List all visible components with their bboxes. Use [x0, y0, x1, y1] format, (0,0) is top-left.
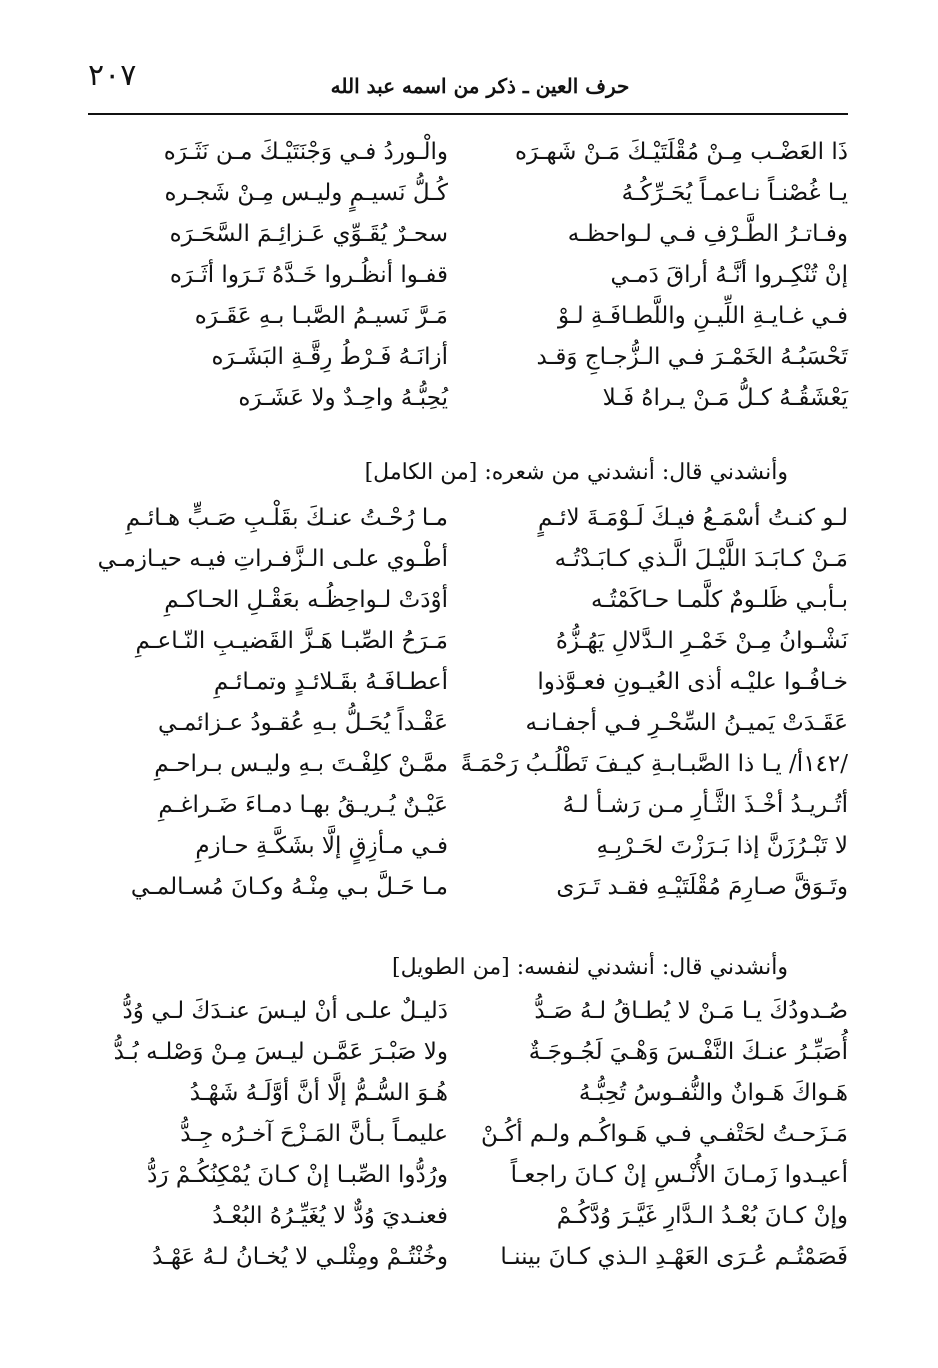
- verse: [88, 132, 848, 173]
- poem-3: [88, 991, 848, 1278]
- verse-first-hemistich: صُـدودُكَ يـا مَـنْ لا يُطـاقُ لـهُ صَـدُّ: [534, 998, 848, 1024]
- verse-second-hemistich: كُـلُّ نَسيـمٍ وليـس مِـنْ شَجـره: [164, 180, 448, 206]
- verse-second-hemistich: عَقْـداً يُحَـلُّ بـهِ عُقـودُ عـزائمـي: [157, 710, 448, 736]
- verse-second-hemistich: عَيْـنٌ يُـريـقُ بهـا دمـاءَ ضَـراغـمِ: [158, 792, 448, 818]
- verse: [88, 1196, 848, 1237]
- verse: [88, 498, 848, 539]
- verse-first-hemistich: فَصَمْتُـم عُـرَى العَهْـدِ الـذي كـانَ بيننـا: [500, 1244, 848, 1270]
- verse-second-hemistich: هُـوَ السُّـمُّ إلَّا أنَّ أوَّلَـهُ شَهْـدُ: [189, 1080, 448, 1106]
- verse: [88, 785, 848, 826]
- verse-second-hemistich: أزانَـهُ فَـرْطُ رِقَّـةِ البَشَـرَه: [211, 344, 448, 370]
- verse-first-hemistich: إنْ تُنْكِـروا أنَّـهُ أراقَ دَمـي: [610, 262, 848, 288]
- verse: [88, 867, 848, 908]
- verse: [88, 337, 848, 378]
- verse-first-hemistich: /١٤٢أ/ يـا ذا الصَّبـابـةِ كيـفَ تَطْلُـبُ رَحْمَـةً: [460, 751, 848, 777]
- verse-second-hemistich: عليمـاً بـأنَّ المَـزْحَ آخـرُه جِـدُّ: [180, 1121, 448, 1147]
- verse: [88, 1032, 848, 1073]
- verse: [88, 1114, 848, 1155]
- verse-first-hemistich: أتُـريـدُ أخْـذَ الثَّـأرِ مـن رَشـأ لـهُ: [562, 792, 848, 818]
- verse-second-hemistich: قفـوا أنظُـروا خَـدَّهُ تَـرَوا أثَـرَه: [169, 262, 448, 288]
- verse-second-hemistich: مَـرَحُ الصِّبـا هَـزَّ القَضيـبِ النّـاعـمِ: [135, 628, 448, 654]
- verse: [88, 214, 848, 255]
- intro-text: وأنشدني قال: أنشدني لنفسه:: [516, 955, 788, 980]
- poem-introduction: [88, 948, 848, 988]
- verse-second-hemistich: مَـرَّ نَسيـمُ الصَّبـا بـهِ عَقَـرَه: [194, 303, 448, 329]
- verse-first-hemistich: هَـواكَ هَـوانٌ والنُّفـوسُ تُحِبُّـهُ: [578, 1080, 848, 1106]
- poem-1: [88, 132, 848, 419]
- verse-first-hemistich: مَـزَحـتُ لحَتْفـي فـي هَـواكُـم ولـم أكُـنْ: [481, 1121, 848, 1147]
- verse: [88, 255, 848, 296]
- verse-first-hemistich: وتَـوَقَّ صـارِمَ مُقْلَتَيْـهِ فقـد تَـرَى: [556, 874, 848, 900]
- verse-second-hemistich: دَليـلٌ علـى أنْ ليـسَ عنـدَكَ لـي وُدُّ: [122, 998, 448, 1024]
- header-rule: [88, 113, 848, 115]
- verse-first-hemistich: ذَا العَضْـب مِـنْ مُقْلَتَيْـكَ مَـنْ شَهـرَه: [514, 139, 848, 165]
- verse: [88, 539, 848, 580]
- meter-label: [من الكامل]: [364, 460, 478, 485]
- verse-second-hemistich: فعنـديَ وُدٌّ لا يُغَيِّـرُهُ البُعْـدُ: [212, 1203, 448, 1229]
- verse-first-hemistich: عَقَـدَتْ يَميـنُ السِّحْـرِ فـي أجفـانـه: [525, 710, 848, 736]
- intro-text: وأنشدني قال: أنشدني من شعره:: [484, 460, 788, 485]
- verse: [88, 703, 848, 744]
- verse-first-hemistich: لا تَبْـرُزَنَّ إذا بَـرَزْتَ لحَـرْبِـهِ: [596, 833, 848, 859]
- verse-second-hemistich: وخُنْتُـمْ ومِثْلـي لا يُخـانُ لـهُ عَهْـدُ: [152, 1244, 448, 1270]
- verse-first-hemistich: يـا غُصْنـاً نـاعمـاً يُحَـرِّكُـهُ: [621, 180, 848, 206]
- verse-second-hemistich: سحـرٌ يُقَـوِّي عَـزائِـمَ السَّحَـرَه: [169, 221, 448, 247]
- verse: [88, 173, 848, 214]
- verse: [88, 991, 848, 1032]
- poem-2: [88, 498, 848, 908]
- verse-second-hemistich: مـا حَـلَّ بـي مِنْـهُ وكـانَ مُسـالمـي: [130, 874, 448, 900]
- verse-first-hemistich: وإنْ كـانَ بُعْـدُ الـدَّارِ غَيَّـرَ وُدَّكُـمْ: [556, 1203, 848, 1229]
- verse: [88, 296, 848, 337]
- verse-second-hemistich: ممَّـنْ كلِفْـتَ بـهِ وليـس بـراحـمِ: [154, 751, 448, 777]
- verse-second-hemistich: أعطـافَـهُ بقَـلائـدٍ وتمـائـمِ: [213, 669, 448, 695]
- verse-second-hemistich: أوْدَتْ لـواحِظُـه بعَقْـلِ الحـاكـمِ: [164, 587, 448, 613]
- verse-first-hemistich: وفـاتـرُ الطَّـرْفِ فـي لـواحظـه: [567, 221, 848, 247]
- verse-first-hemistich: أعيـدوا زَمـانَ الأُنْـسِ إنْ كـانَ راجعـاً: [510, 1162, 848, 1188]
- verse-second-hemistich: يُحِبُّـهُ واحِـدٌ ولا عَشَـرَه: [238, 385, 448, 411]
- verse-second-hemistich: مـا رُحْـتُ عنـكَ بقَلْـبِ صَـبٍّ هـائـمِ: [125, 505, 448, 531]
- verse: [88, 1237, 848, 1278]
- verse-second-hemistich: فـي مـأزِقٍ إلَّا بشَكَّـةِ حـازمِ: [195, 833, 448, 859]
- page-number: ٢٠٧: [88, 58, 137, 93]
- verse: [88, 580, 848, 621]
- verse: [88, 662, 848, 703]
- verse-second-hemistich: أطْـوي علـى الـزَّفـراتِ فيـه حيـازمـي: [97, 546, 448, 572]
- verse: [88, 621, 848, 662]
- verse-first-hemistich: خـافُـوا عليْـه أذى العُيـونِ فعـوَّذوا: [537, 669, 848, 695]
- poem-introduction: [88, 453, 848, 493]
- intro-line: [392, 948, 788, 988]
- verse: [88, 744, 848, 785]
- verse-first-hemistich: مَـنْ كـابَـدَ اللَّيْـلَ الَّـذي كـابَـدْتُـه: [554, 546, 848, 572]
- verse-first-hemistich: يَعْشَقُـهُ كـلُّ مَـنْ يـراهُ فَـلا: [602, 385, 848, 411]
- verse-first-hemistich: بـأبـي ظَلـومٌ كلَّمـا حـاكَمْتُـه: [591, 587, 848, 613]
- verse-first-hemistich: فـي غـايـةِ اللِّيـنِ واللَّطـافَـةِ لـوْ: [557, 303, 848, 329]
- verse-first-hemistich: نَشْـوانُ مِـنْ خَمْـرِ الـدَّلالِ يَهُـزُّهُ: [555, 628, 848, 654]
- verse-first-hemistich: تَحْسَبُـهُ الخَمْـرَ فـي الـزُّجـاجِ وَقـد: [536, 344, 848, 370]
- meter-label: [من الطويل]: [392, 955, 510, 980]
- verse-second-hemistich: ورُدُّوا الصِّبـا إنْ كـانَ يُمْكِنُكُـمْ رَدُّ: [147, 1162, 448, 1188]
- verse-second-hemistich: ولا صَبْـرَ عَمَّـن ليـسَ مِـنْ وَصْلـه بُـدُّ: [113, 1039, 448, 1065]
- verse: [88, 1073, 848, 1114]
- verse: [88, 378, 848, 419]
- intro-line: [365, 453, 788, 493]
- verse: [88, 1155, 848, 1196]
- verse-first-hemistich: أُصَبِّـرُ عنـكَ النَّفْـسَ وَهْـيَ لَجُـوجَـةٌ: [528, 1039, 848, 1065]
- verse: [88, 826, 848, 867]
- verse-second-hemistich: والْـوردُ فـي وَجْنَتَيْـكَ مـن نَثَـرَه: [163, 139, 448, 165]
- running-title: حرف العين ـ ذكر من اسمه عبد الله: [330, 74, 630, 98]
- verse-first-hemistich: لـو كنـتُ أسْمَـعُ فيـكَ لَـوْمَـةَ لائـمٍ: [538, 505, 848, 531]
